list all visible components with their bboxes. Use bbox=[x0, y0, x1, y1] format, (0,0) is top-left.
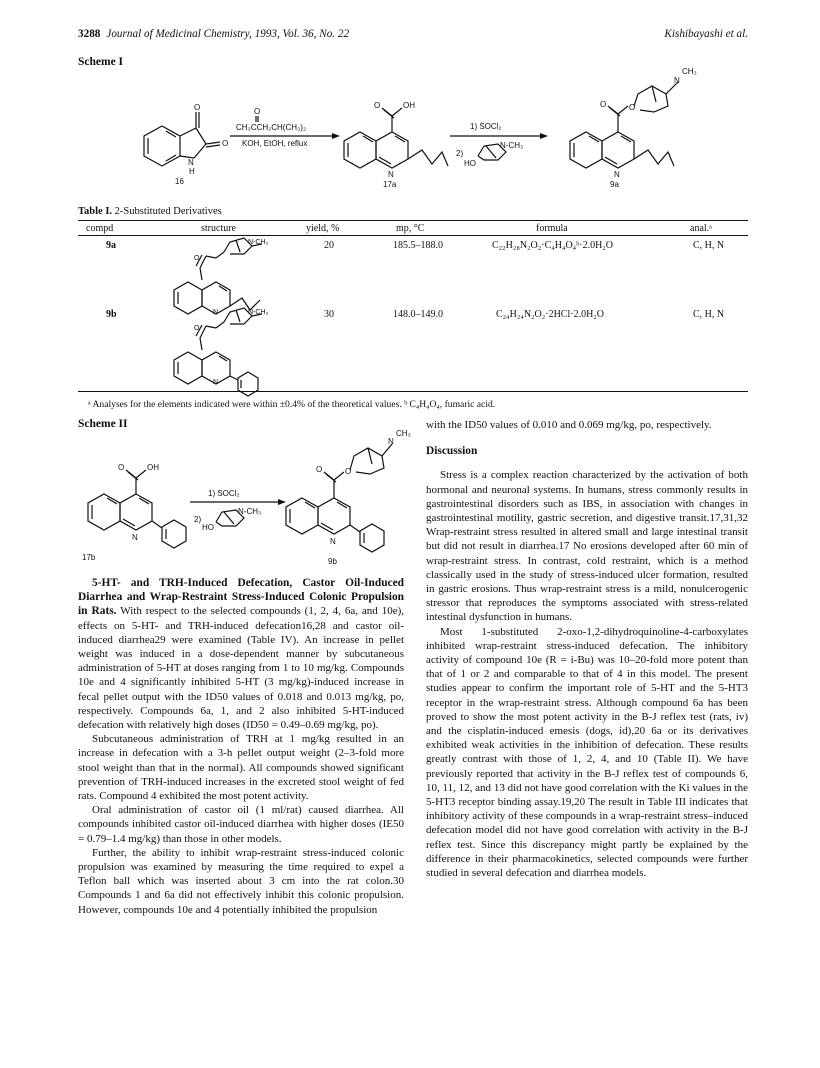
table-1-caption bbox=[78, 206, 222, 217]
table-cell-mp: 148.0–149.0 bbox=[393, 309, 443, 320]
atom-label: O bbox=[629, 103, 636, 112]
atom-label: O bbox=[345, 467, 352, 476]
scheme-1-diagram bbox=[78, 62, 748, 192]
structure-9b bbox=[170, 306, 270, 396]
reagent-conditions: KOH, EtOH, reflux bbox=[242, 139, 308, 148]
atom-label: N-CH₃ bbox=[248, 239, 269, 246]
table-cell-anal: C, H, N bbox=[693, 309, 725, 320]
paragraph: Further, the ability to inhibit wrap-restraint stress-induced colonic propulsion was examined by measuring the time required to expel a Teflon ball which was inserted about 3 cm into the rat colon.30 Compounds 1 and 6a did not effectively inhibit this colonic propulsion. However, compounds 10e and 4 potentially inhibited the propulsion bbox=[78, 846, 404, 916]
paragraph: Oral administration of castor oil (1 ml/rat) caused diarrhea. All compounds inhibited castor oil-induced diarrhea with higher doses (IE50 = 0.79–1.4 mg/kg) than those in other models. bbox=[78, 804, 404, 845]
atom-label: O bbox=[374, 101, 381, 110]
atom-label: HO bbox=[202, 523, 214, 532]
atom-label: O bbox=[222, 139, 229, 148]
table-header-cell: mp, °C bbox=[396, 223, 425, 234]
table-rule-top bbox=[78, 220, 748, 221]
table-cell-anal: C, H, N bbox=[693, 240, 725, 251]
paragraph: Stress is a complex reaction characterized by the activation of both hormonal and neuronal systems. In humans, stress commonly results in gastrointestinal disorders such as IBS, in association with changes in gastrointestinal motility, gastric secretion, and digestive transit.17,31,32 Wrap-restraint stress resulted in altered small and large intestinal transit but did not result in diarrhea.17 No erosions developed after 60 min of wrap-restraint stress. In contrast, cold restraint, which is a method classically used in the study of stress-induced ulcer formation, resulted in gastric erosions. Thus wrap-restraint stress is a mild, nonulcerogenic stressor that reproduces the symptoms associated with stress-related intestinal dysfunction in humans. bbox=[426, 469, 748, 624]
reagent-formula: CH₃CCH₂CH(CH₃)₂ bbox=[236, 123, 307, 132]
paragraph: Subcutaneous administration of TRH at 1 mg/kg resulted in an increase in defecation with a 3-h pellet output weight (2–3-fold more stool weight than that in the normal). All compounds showed significant prevention of TRH-induced increases in the excreted stool weight of fed rats. Compound 4 exhibited the most potent activity. bbox=[78, 733, 404, 803]
compound-label-17a: 17a bbox=[383, 180, 397, 189]
authors: Kishibayashi et al. bbox=[664, 28, 748, 40]
journal-citation: Journal of Medicinal Chemistry, 1993, Vol. 36, No. 22 bbox=[106, 28, 350, 40]
table-rule-bottom bbox=[78, 391, 748, 392]
atom-label: O bbox=[118, 463, 125, 472]
atom-label: N-CH₃ bbox=[500, 141, 524, 150]
reagent-carbonyl-o: O bbox=[254, 107, 261, 116]
section-heading: 5-HT- and TRH-Induced Defecation, Castor Oil-Induced Diarrhea and Wrap-Restraint Stress-Induced Colonic Propulsion in Rats. bbox=[78, 577, 404, 618]
atom-label: N bbox=[614, 170, 620, 179]
page-number: 3288 bbox=[78, 28, 101, 40]
atom-label: N bbox=[132, 533, 138, 542]
atom-label: CH₃ bbox=[682, 67, 697, 76]
table-cell-mp: 185.5–188.0 bbox=[393, 240, 443, 251]
atom-label: N bbox=[330, 537, 336, 546]
paragraph bbox=[78, 576, 404, 732]
table-cell-formula: C₂₂H₂₈N₂O₂·C₄H₄O₄ᵇ·2.0H₂O bbox=[492, 240, 614, 251]
reagent-step-2: 2) bbox=[456, 149, 464, 158]
table-header-cell: compd bbox=[86, 223, 114, 234]
left-column bbox=[78, 576, 404, 917]
table-header-cell: formula bbox=[536, 223, 568, 234]
compound-label-9b: 9b bbox=[328, 557, 337, 566]
atom-label: O bbox=[194, 103, 201, 112]
atom-label: N-CH₃ bbox=[248, 309, 269, 316]
paragraph: with the ID50 values of 0.010 and 0.069 mg/kg, po, respectively. bbox=[426, 419, 712, 431]
structure-9a bbox=[170, 236, 270, 316]
atom-label: OH bbox=[147, 463, 159, 472]
compound-16-structure bbox=[144, 112, 220, 166]
table-cell-yield: 20 bbox=[324, 240, 334, 251]
discussion-heading: Discussion bbox=[426, 445, 478, 458]
table-cell-compd: 9b bbox=[106, 309, 117, 320]
reagent-step-1: 1) SOCl₂ bbox=[208, 489, 240, 498]
compound-17a-structure bbox=[344, 108, 448, 168]
atom-label: N bbox=[213, 379, 219, 386]
atom-label: H bbox=[189, 167, 195, 176]
compound-9a-structure bbox=[570, 82, 678, 168]
atom-label: O bbox=[316, 465, 323, 474]
right-column bbox=[426, 418, 748, 880]
table-cell-formula: C₂₄H₂₄N₂O₂·2HCl·2.0H₂O bbox=[496, 309, 605, 320]
compound-label-17b: 17b bbox=[82, 553, 96, 562]
scheme-2-diagram bbox=[78, 429, 411, 570]
table-header-cell: yield, % bbox=[306, 223, 340, 234]
table-1-title: 2-Substituted Derivatives bbox=[114, 206, 222, 217]
atom-label: N bbox=[188, 158, 194, 167]
reagent-step-1: 1) SOCl₂ bbox=[470, 122, 502, 131]
compound-label-16: 16 bbox=[175, 177, 184, 186]
running-header bbox=[78, 28, 748, 44]
paragraph: Most 1-substituted 2-oxo-1,2-dihydroquinoline-4-carboxylates inhibited wrap-restraint stress-induced defecation. The inhibitory activity of compound 10e (R = i-Bu) was 10–20-fold more potent than that of 1 or 2 and comparable to that of 4 in this model. The present studies appear to confirm the important role of 5-HT and the 5-HT3 receptor in the wrap-restraint stress. Although compound 6a has been proved to show the most potent activity in the B-J reflex test (rats, iv) and the cisplatin-induced emesis (dogs, id),20 6a or its derivatives exhibited weak activities in the inhibition of defecation. These results greatly contrast with those of 1, 2, 4, and 10 (Table II). We have previously reported that activity in the B-J reflex test of compounds 6, 10, 11, 12, and 13 did not have good correlation with the Ki values in the 5-HT3 receptor binding assay.19,20 The result in Table III indicates that inhibitory activity of these compounds in a wrap-restraint stress–induced defecation model did not have good correlation with activity in the B-J reflex test. Since this discrepancy might partly be explained by the difference in their pharmacokinetics, selected compounds were further studied in several defecation and diarrhea models. bbox=[426, 625, 748, 880]
table-header-cell: structure bbox=[201, 223, 236, 234]
table-1-number: Table I. bbox=[78, 206, 113, 217]
paragraph-text: With respect to the selected compounds (1, 2, 4, 6a, and 10e), effects on 5-HT- and TRH-induced defecation16,28 and castor oil-induced diarrhea29 were examined (Table IV). An increase in pellet weight was induced in a dose-dependent manner by subcutaneous administration of 5-HT at doses ranging from 1 to 10 mg/kg. Compounds 10e and 4 significantly inhibited 5-HT (3 mg/kg)-induced increase in fecal pellet output with the ID50 values of 0.018 and 0.013 mg/kg, po, respectively. Compounds 6a, 1, and 2 also inhibited 5-HT-induced defecation with relatively high doses (ID50 = 0.49–0.69 mg/kg, po). bbox=[78, 605, 405, 732]
table-header-cell: anal.ᵃ bbox=[690, 223, 712, 234]
atom-label: O bbox=[194, 325, 200, 332]
atom-label: N bbox=[213, 309, 219, 316]
scheme-1-title: Scheme I bbox=[78, 56, 124, 68]
table-1-footnote: ᵃ Analyses for the elements indicated were within ±0.4% of the theoretical values. ᵇ C₄H₄O₄, fumaric acid. bbox=[88, 399, 496, 410]
atom-label: N bbox=[388, 437, 394, 446]
scheme-2-title: Scheme II bbox=[78, 418, 128, 430]
atom-label: N bbox=[388, 170, 394, 179]
atom-label: O bbox=[600, 100, 607, 109]
atom-label: OH bbox=[403, 101, 415, 110]
compound-9b-structure bbox=[286, 444, 392, 552]
atom-label: O bbox=[194, 255, 200, 262]
compound-label-9a: 9a bbox=[610, 180, 619, 189]
atom-label: N-CH₃ bbox=[238, 507, 262, 516]
table-cell-yield: 30 bbox=[324, 309, 334, 320]
reagent-step-2: 2) bbox=[194, 515, 202, 524]
atom-label: N bbox=[674, 76, 680, 85]
atom-label: HO bbox=[464, 159, 476, 168]
atom-label: CH₃ bbox=[396, 429, 411, 438]
table-cell-compd: 9a bbox=[106, 240, 116, 251]
